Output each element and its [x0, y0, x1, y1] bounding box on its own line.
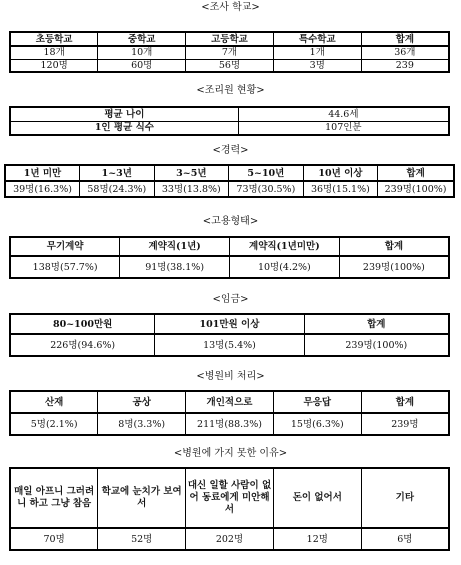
employment-type-table — [9, 236, 450, 279]
table-cell: 6명 — [361, 528, 449, 550]
table-row — [10, 256, 449, 278]
table-cell: 58명(24.3%) — [80, 181, 155, 197]
col-header: 기타 — [361, 468, 449, 528]
table-cell: 70명 — [10, 528, 98, 550]
table-row — [10, 413, 449, 435]
col-header: 개인적으로 — [186, 391, 274, 413]
table-cell: 239명 — [361, 413, 449, 435]
table-cell: 7개 — [186, 46, 274, 59]
table-cell: 1개 — [273, 46, 361, 59]
table-row — [10, 59, 449, 72]
col-header: 대신 일할 사람이 없어 동료에게 미안해서 — [186, 468, 274, 528]
table-cell: 211명(88.3%) — [186, 413, 274, 435]
table-cell: 226명(94.6%) — [10, 334, 155, 356]
school-survey-title: <조사 학교> — [201, 2, 260, 13]
career-title: <경력> — [212, 145, 249, 156]
cook-status-table — [9, 106, 450, 136]
hospital-cost-title: <병원비 처리> — [196, 371, 265, 382]
table-row — [10, 334, 449, 356]
table-cell: 10개 — [98, 46, 186, 59]
col-header: 계약직(1년미만) — [230, 237, 340, 256]
col-header: 10년 이상 — [303, 165, 378, 181]
col-header: 1~3년 — [80, 165, 155, 181]
table-cell: 52명 — [98, 528, 186, 550]
col-header: 합계 — [304, 314, 449, 334]
employment-type-title: <고용형태> — [202, 216, 259, 227]
table-cell: 73명(30.5%) — [229, 181, 304, 197]
table-row — [10, 46, 449, 59]
col-header: 고등학교 — [186, 32, 274, 46]
col-header: 3~5년 — [154, 165, 229, 181]
col-header: 합계 — [361, 391, 449, 413]
hospital-reason-title: <병원에 가지 못한 이유> — [173, 448, 288, 459]
table-cell: 239명(100%) — [339, 256, 449, 278]
col-header: 중학교 — [98, 32, 186, 46]
school-survey-table — [9, 31, 450, 73]
col-header: 무응답 — [273, 391, 361, 413]
table-cell: 107인분 — [238, 121, 449, 135]
col-header: 80~100만원 — [10, 314, 155, 334]
row-header: 평균 나이 — [10, 107, 238, 121]
table-cell: 91명(38.1%) — [120, 256, 230, 278]
col-header: 돈이 없어서 — [273, 468, 361, 528]
col-header: 합계 — [378, 165, 454, 181]
col-header: 특수학교 — [273, 32, 361, 46]
table-cell: 44.6세 — [238, 107, 449, 121]
table-row — [5, 181, 454, 197]
table-cell: 3명 — [273, 59, 361, 72]
table-cell: 239명(100%) — [304, 334, 449, 356]
table-cell: 8명(3.3%) — [98, 413, 186, 435]
table-cell: 239 — [361, 59, 449, 72]
table-row — [10, 528, 449, 550]
col-header: 계약직(1년) — [120, 237, 230, 256]
row-header: 1인 평균 식수 — [10, 121, 238, 135]
table-cell: 39명(16.3%) — [5, 181, 80, 197]
table-cell: 120명 — [10, 59, 98, 72]
table-row — [10, 107, 449, 121]
table-cell: 15명(6.3%) — [273, 413, 361, 435]
col-header: 매일 아프니 그러려니 하고 그냥 참음 — [10, 468, 98, 528]
table-cell: 56명 — [186, 59, 274, 72]
table-row — [10, 121, 449, 135]
col-header: 합계 — [361, 32, 449, 46]
career-table — [4, 164, 455, 198]
cook-status-title: <조리원 현황> — [196, 85, 265, 96]
col-header: 1년 미만 — [5, 165, 80, 181]
table-cell: 18개 — [10, 46, 98, 59]
table-cell: 13명(5.4%) — [155, 334, 304, 356]
col-header: 학교에 눈치가 보여서 — [98, 468, 186, 528]
hospital-reason-table — [9, 467, 450, 551]
col-header: 무기계약 — [10, 237, 120, 256]
col-header: 공상 — [98, 391, 186, 413]
col-header: 합계 — [339, 237, 449, 256]
table-cell: 5명(2.1%) — [10, 413, 98, 435]
wage-title: <임금> — [212, 294, 249, 305]
table-cell: 36명(15.1%) — [303, 181, 378, 197]
col-header: 초등학교 — [10, 32, 98, 46]
table-cell: 60명 — [98, 59, 186, 72]
table-cell: 33명(13.8%) — [154, 181, 229, 197]
col-header: 산재 — [10, 391, 98, 413]
table-cell: 10명(4.2%) — [230, 256, 340, 278]
table-cell: 138명(57.7%) — [10, 256, 120, 278]
col-header: 5~10년 — [229, 165, 304, 181]
table-cell: 239명(100%) — [378, 181, 454, 197]
hospital-cost-table — [9, 390, 450, 436]
wage-table — [9, 313, 450, 357]
table-cell: 36개 — [361, 46, 449, 59]
table-cell: 12명 — [273, 528, 361, 550]
table-cell: 202명 — [186, 528, 274, 550]
col-header: 101만원 이상 — [155, 314, 304, 334]
